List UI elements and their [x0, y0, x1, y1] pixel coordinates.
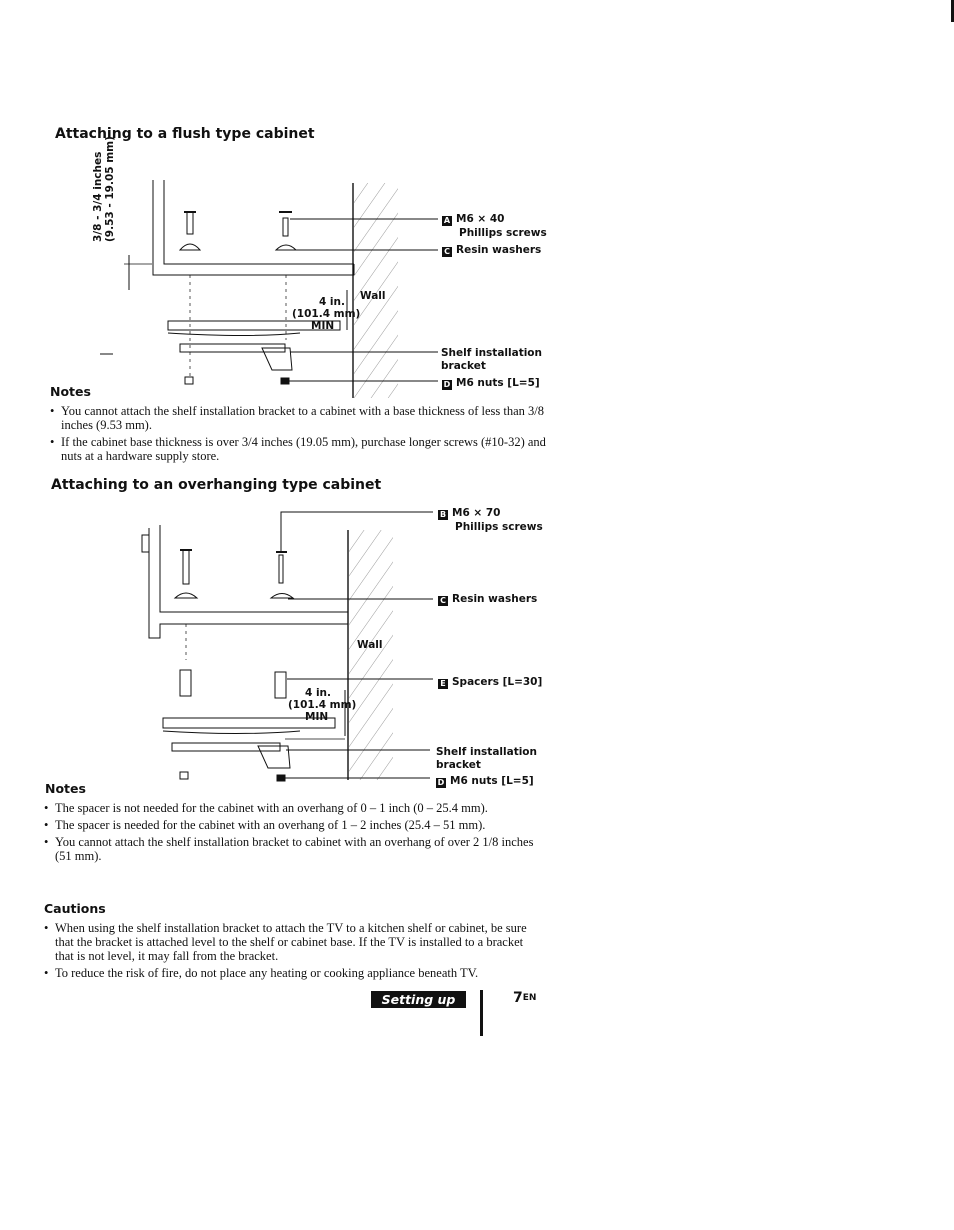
- s1-notes-title: Notes: [50, 384, 91, 399]
- s1-note-1: • You cannot attach the shelf installation bracket to a cabinet with a base thickness of less than 3/8 inches (9.53 mm).: [50, 404, 548, 432]
- callout-a-line1: M6 × 40: [456, 213, 505, 225]
- thickness-inches: 3/8 - 3/4 inches: [92, 151, 104, 242]
- s2-note-1: • The spacer is not needed for the cabinet with an overhang of 0 – 1 inch (0 – 25.4 mm).: [44, 801, 540, 815]
- callout-c-1-text: Resin washers: [456, 244, 542, 256]
- page-number-value: 7: [513, 990, 523, 1006]
- callout-a: [442, 213, 504, 226]
- s2-dim-mm: (101.4 mm): [288, 699, 357, 711]
- callout-d-1: [442, 377, 540, 390]
- callout-a-line2: Phillips screws: [459, 227, 547, 239]
- s2-dim-min: MIN: [305, 711, 329, 723]
- callout-e: [438, 676, 542, 689]
- callout-c-2-badge: C: [438, 596, 448, 606]
- callout-b-line2: Phillips screws: [455, 521, 543, 533]
- callout-b-badge: B: [439, 510, 447, 519]
- page-number: [513, 990, 536, 1006]
- s2-bracket-line1: Shelf installation: [436, 746, 538, 758]
- s2-notes-list: [44, 801, 540, 866]
- s1-dim-in: 4 in.: [318, 296, 345, 308]
- s1-bracket-line1: Shelf installation: [441, 347, 543, 359]
- callout-c-1-badge: C: [442, 247, 452, 257]
- callout-b: [438, 507, 500, 520]
- callout-d-2-text: M6 nuts [L=5]: [450, 775, 534, 787]
- s2-wall-label: Wall: [357, 639, 383, 651]
- thickness-dimension: [92, 112, 116, 242]
- s2-notes-title: Notes: [45, 781, 86, 796]
- callout-b-line1: M6 × 70: [452, 507, 501, 519]
- callout-d-2-badge: D: [437, 778, 445, 787]
- callout-c-2: [438, 593, 537, 606]
- cautions-title: Cautions: [44, 901, 106, 916]
- callout-e-badge: E: [438, 679, 448, 689]
- s1-note-2: • If the cabinet base thickness is over 3/4 inches (19.05 mm), purchase longer screws (#10-32) and nuts at a hardware supply store.: [50, 435, 548, 463]
- s2-note-2: • The spacer is needed for the cabinet with an overhang of 1 – 2 inches (25.4 – 51 mm).: [44, 818, 540, 832]
- section2-heading: Attaching to an overhanging type cabinet: [51, 477, 382, 493]
- section-tab: Setting up: [371, 991, 466, 1008]
- s1-dim-min: MIN: [311, 320, 335, 332]
- section1-heading: Attaching to a flush type cabinet: [55, 126, 315, 142]
- s1-wall-label: Wall: [360, 290, 386, 302]
- s2-dim-in: 4 in.: [305, 687, 332, 699]
- callout-c-2-text: Resin washers: [452, 593, 538, 605]
- s1-dim-mm: (101.4 mm): [292, 308, 361, 320]
- caution-2: • To reduce the risk of fire, do not place any heating or cooking appliance beneath TV.: [44, 966, 536, 980]
- footer-rule: [480, 990, 483, 1036]
- s2-note-3: • You cannot attach the shelf installation bracket to cabinet with an overhang of over 2 1/8 inches (51 mm).: [44, 835, 540, 863]
- flush-cabinet-diagram: [100, 180, 438, 398]
- overhang-cabinet-diagram: [142, 512, 433, 781]
- page-number-suffix: EN: [522, 993, 537, 1003]
- callout-e-text: Spacers [L=30]: [452, 676, 543, 688]
- s2-bracket-line2: bracket: [436, 759, 481, 771]
- callout-d-1-text: M6 nuts [L=5]: [456, 377, 540, 389]
- callout-a-badge: A: [443, 216, 451, 225]
- s1-bracket-line2: bracket: [441, 360, 486, 372]
- s1-notes-list: [50, 404, 548, 466]
- callout-c-1: [442, 244, 541, 257]
- thickness-mm: (9.53 - 19.05 mm): [104, 136, 116, 242]
- callout-d-1-badge: D: [443, 380, 451, 389]
- cautions-list: [44, 921, 536, 983]
- callout-d-2: [436, 775, 534, 788]
- caution-1: • When using the shelf installation bracket to attach the TV to a kitchen shelf or cabinet, be sure that the bracket is attached level to the shelf or cabinet base. If the TV is installed to a bracket that is not level, it may fall from the bracket.: [44, 921, 536, 963]
